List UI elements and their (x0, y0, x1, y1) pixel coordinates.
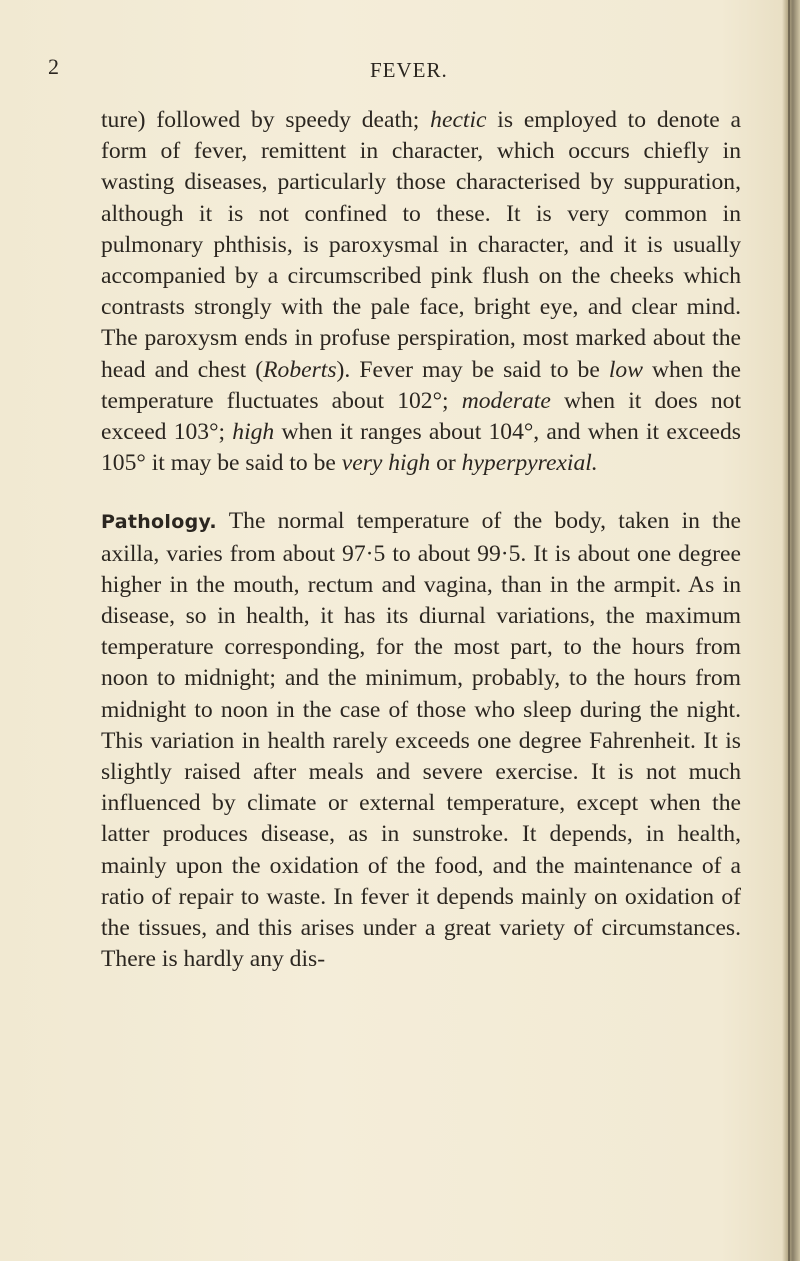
paragraph-fever-types (101, 105, 741, 479)
italic-term-hyperpyrexial: hyperpyrexial. (461, 450, 598, 477)
text-segment: ture) followed by speedy death; (101, 107, 431, 133)
page-binding-edge (782, 0, 800, 1261)
text-segment: ). Fever may be said to be (336, 356, 609, 383)
italic-citation-roberts: Roberts (263, 356, 337, 383)
text-segment: when it ranges about 104°, and when it exceeds 105° it may be said to be (101, 419, 741, 477)
body-text (101, 105, 741, 975)
italic-term-low: low (608, 356, 643, 383)
text-segment: or (430, 450, 462, 477)
italic-term-very-high: very high (341, 450, 431, 477)
italic-term-hectic: hectic (430, 107, 487, 133)
page-header (0, 54, 790, 84)
text-segment: is employed to denote a form of fever, remittent in character, which occurs chiefly in wasting diseases, particularly those characterised by suppuration, although it is not confined to these. It is very common in pulmonary phthisis, is paroxysmal in character, and it is usually accompanied by a circumscribed pink flush on the cheeks which contrasts strongly with the pale face, bright eye, and clear mind. The paroxysm ends in profuse perspiration, most marked about the head and chest ( (101, 107, 741, 383)
italic-term-high: high (232, 419, 275, 446)
page-number: 2 (48, 54, 60, 79)
text-segment: when it does not exceed 103°; (101, 387, 741, 446)
italic-term-moderate: moderate (461, 387, 551, 414)
running-title: FEVER. (370, 58, 448, 82)
pathology-text: The normal temperature of the body, taken in the axilla, varies from about 97·5 to about 99·5. It is about one degree higher in the mouth, rectum and vagina, than in the armpit. As in disease, so in health, it has its diurnal variations, the maximum temperature corresponding, for the most part, to the hours from noon to midnight; and the minimum, probably, to the hours from midnight to noon in the case of those who sleep during the night. This variation in health rarely exceeds one degree Fahrenheit. It is slightly raised after meals and severe exercise. It is not much influenced by climate or external temperature, except when the latter produces disease, as in sunstroke. It depends, in health, mainly upon the oxidation of the food, and the maintenance of a ratio of repair to waste. In fever it depends mainly on oxidation of the tissues, and this arises under a great variety of circumstances. There is hardly any dis- (101, 508, 741, 973)
section-heading-pathology: Pathology. (101, 511, 217, 534)
paragraph-pathology (101, 506, 741, 975)
text-segment: when the temperature fluctuates about 102°; (101, 356, 742, 414)
page-binding-line (788, 0, 790, 1261)
